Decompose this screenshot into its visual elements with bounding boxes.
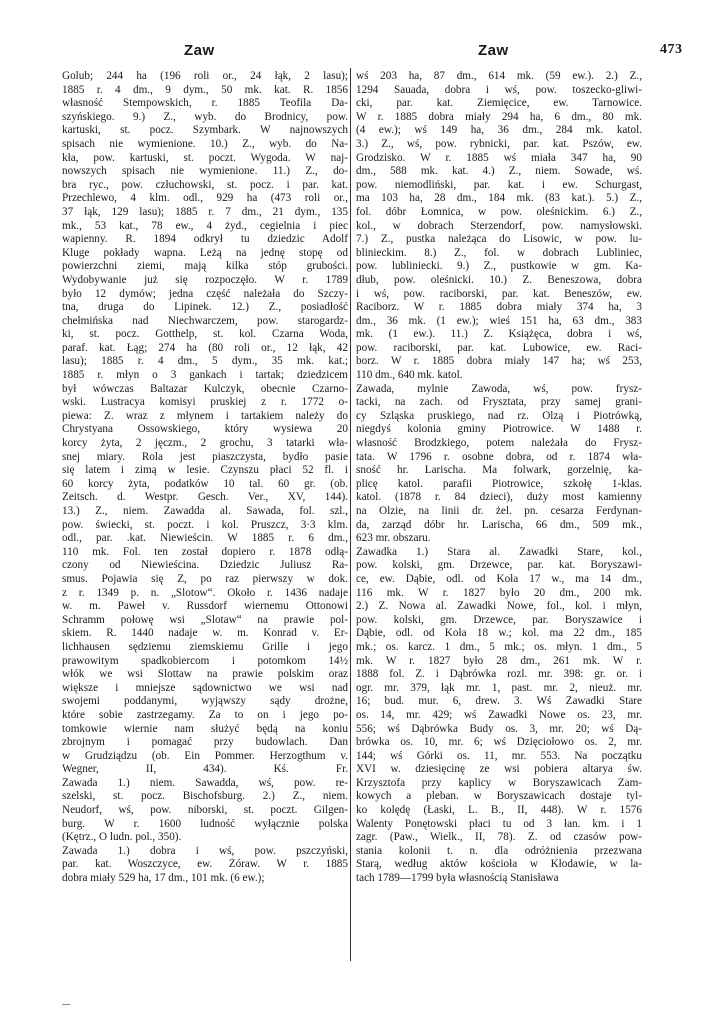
text-line: brówka os. 10, mr. 6; wś Dzięciołowo os. 2, mr. — [356, 736, 642, 749]
text-line: plicę katol. parafii Piotrowice, szkołę 1-klas. — [356, 477, 642, 490]
text-line: na Olzie, na linii dr. żel. pn. cesarza Ferdynan- — [356, 505, 642, 517]
text-line: wapienny. R. 1894 odkrył tu dziedzic Adolf — [62, 233, 348, 246]
text-line: Neudorf, wś, pow. niborski, st. poczt. Gilgen- — [62, 804, 348, 817]
text-line: cy Szląska pruskiego, nad rz. Olzą i Piotrówką, — [356, 409, 642, 422]
text-line: powierzchni ziemi, mają kilka stóp grubości. — [62, 260, 348, 273]
text-line: 1888 fol. Z. i Dąbrówka rozl. mr. 398: gr. or. i — [356, 668, 642, 681]
text-line: Przechlewo, 4 klm. odl., 929 ha (473 roli or., — [62, 192, 348, 205]
text-line: pow. kolski, gm. Drzewce, par. Boryszawice i — [356, 613, 642, 626]
text-line: paraf. kat. Łąg; 274 ha (80 roli or., 12 łąk, 42 — [62, 341, 348, 354]
running-head-right: Zaw — [478, 42, 509, 59]
text-line: zagr. (Paw., Wielk., II, 78). Z. od czasów pow- — [356, 831, 642, 844]
text-line: 556; wś Dąbrówka Budy os. 3, mr. 20; wś Dą- — [356, 722, 642, 735]
text-line: Chrystyana Ossowskiego, który wysiewa 20 — [62, 423, 348, 436]
text-line: mk., 53 kat., 78 ew., 4 żyd., cegielnia i piec — [62, 219, 348, 232]
text-line: mk. W r. 1827 było 28 dm., 261 mk. W r. — [356, 654, 642, 667]
text-line: niegdyś kolonia gminy Piotrowice. W 1488 r. — [356, 423, 642, 436]
column-divider — [350, 68, 351, 961]
text-line: korcy żyta, 2 jęczm., 2 grochu, 3 tatarki wła- — [62, 437, 348, 450]
text-line: tacki, na zach. od Frysztata, przy samej grani- — [356, 396, 642, 409]
text-line: szelski, st. pocz. Bischofsburg. 2.) Z., niem. — [62, 790, 348, 803]
text-line: borz. W r. 1885 dobra miały 147 ha; wś 253, — [356, 355, 642, 368]
text-line: 37 łąk, 129 lasu); 1885 r. 7 dm., 21 dym., 135 — [62, 205, 348, 218]
text-line: wski. Lustracya komisyi pruskiej z r. 1772 o- — [62, 396, 348, 409]
text-line: i wś, pow. raciborski, par. kat. Beneszów, ew. — [356, 287, 642, 300]
text-line: 144; wś Górki os. 11, mr. 553. Na początku — [356, 749, 642, 762]
text-line: dobra miały 529 ha, 17 dm., 101 mk. (6 ew.); — [62, 872, 265, 885]
text-line: był wówczas Baltazar Kulczyk, obecnie Czarno- — [62, 382, 348, 395]
text-line: mk.; os. karcz. 1 dm., 5 mk.; os. młyn. 1 dm., 5 — [356, 640, 642, 653]
text-line: Kluge pokłady wapna. Leżą na jednę stopę od — [62, 246, 348, 259]
text-line: pow. kolski, gm. Drzewce, par. kat. Boryszawi- — [356, 559, 642, 572]
text-line: 1885 r. młyn o 3 gankach i tartak; dziedzicem — [62, 369, 348, 382]
text-line: pow. raciborski, par. kat. Lubowice, ew. Raci- — [356, 341, 642, 354]
text-line: większe i mniejsze sądownictwo we wsi nad — [62, 681, 348, 694]
text-line: z r. 1349 p. n. „Slotow“. Około r. 1436 nadaje — [62, 586, 348, 599]
text-line: Zeitsch. d. Westpr. Gesch. Ver., XV, 144). — [62, 491, 348, 504]
text-line: lichhausen sędziemu ziemskiemu Grille i jego — [62, 640, 348, 653]
text-line: się latem i zimą w lesie. Czynszu płaci 52 fl. i — [62, 464, 348, 477]
text-line: kol., w dobrach Sterzendorf, pow. namysłowski. — [356, 219, 642, 232]
text-line: fol. dóbr Łomnica, w pow. oleśnickim. 6.) Z., — [356, 205, 642, 218]
text-line: spisach nie wymienione. 10.) Z., wyb. do Na- — [62, 137, 348, 150]
text-line: lasu); 1885 r. 4 dm., 5 dym., 35 mk. kat.; — [62, 355, 348, 368]
text-line: odl., par. .kat. Niewieścin. W 1885 r. 6 dm., — [62, 532, 348, 545]
text-line: dm., 36 mk. (1 ew.); wieś 151 ha, 63 dm., 383 — [356, 314, 642, 327]
text-line: własność Brodzkiego, potem należała do Frysz- — [356, 437, 642, 450]
bottom-mark — [62, 1004, 70, 1005]
text-line: w. m. Paweł v. Russdorf wiernemu Ottonowi — [62, 600, 348, 613]
text-line: par. kat. Woszczyce, ew. Żóraw. W r. 1885 — [62, 858, 348, 871]
text-line: (4 ew.); wś 149 ha, 36 dm., 284 mk. katol. — [356, 124, 642, 137]
text-line: Zawada, mylnie Zawoda, wś, pow. frysz- — [356, 382, 642, 395]
text-line: W r. 1885 dobra miały 294 ha, 6 dm., 80 mk. — [356, 110, 642, 123]
text-line: własność Stempowskich, r. 1885 Teofila Da- — [62, 97, 348, 110]
text-line: Golub; 244 ha (196 roli or., 24 łąk, 2 lasu); — [62, 70, 348, 82]
text-line: 110 mk. Fol. ten został dopiero r. 1878 odłą- — [62, 545, 348, 558]
text-line: Grodzisko. W r. 1885 wś miała 347 ha, 90 — [356, 151, 642, 164]
text-line: Starą, według aktów kościoła w Kłodawie, w la- — [356, 858, 642, 871]
text-line: dm., 588 mk. kat. 4.) Z., niem. Sowade, wś. — [356, 165, 642, 178]
text-line: Wydobywanie już się rozpoczęło. W r. 1789 — [62, 273, 348, 286]
text-line: Krzysztofa przy kaplicy w Boryszawicach Zam- — [356, 776, 642, 789]
text-line: ma 103 ha, 28 dm., 184 mk. (83 kat.). 5.) Z., — [356, 192, 642, 205]
text-line: 1885 r. 4 dm., 9 dym., 50 mk. kat. R. 1856 — [62, 83, 348, 96]
text-line: Walenty Ponętowski płaci tu od 3 łan. km. i 1 — [356, 817, 642, 830]
text-line: Dąbie, odl. od Koła 18 w.; kol. ma 22 dm., 185 — [356, 627, 642, 640]
page-number: 473 — [660, 42, 683, 57]
text-line: wś 203 ha, 87 dm., 614 mk. (59 ew.). 2.) Z., — [356, 70, 642, 82]
text-line: ko kolędę (Łaski, L. B., II, 448). W r. 1576 — [356, 804, 642, 817]
text-line: swojemi poddanymi, wyjąwszy sądy drożne, — [62, 695, 348, 708]
text-line: w Grudziądzu (ob. Ein Pommer. Herzogthum v. — [62, 749, 348, 762]
text-line: mk. (1 ew.). 11.) Z. Książęca, dobra i wś, — [356, 328, 642, 341]
text-line: tomkowie wiernie nam służyć będą na koniu — [62, 722, 348, 735]
text-line: nowszych spisach nie wymienione. 11.) Z., do- — [62, 165, 348, 178]
text-line: da, zarząd dóbr hr. Larischa, 66 dm., 509 mk., — [356, 518, 642, 531]
text-line: burg. W r. 1600 ludność wyłącznie polska — [62, 817, 348, 830]
text-line: ce, ew. Dąbie, odl. od Koła 17 w., ma 14 dm., — [356, 572, 642, 585]
text-line: os. 14, mr. 429; wś Zawadki Nowe os. 23, mr. — [356, 708, 642, 721]
text-line: zbrojnym i pomagać przy budowlach. Dan — [62, 736, 348, 749]
text-line: włók we wsi Slottaw na prawie polskim oraz — [62, 668, 348, 681]
text-line: katol. (1878 r. 84 dzieci), duży most kamienny — [356, 491, 642, 504]
text-line: 110 dm., 640 mk. katol. — [356, 369, 463, 382]
text-line: Zawada 1.) niem. Sawadda, wś, pow. re- — [62, 776, 348, 789]
text-line: kowych a pleban. w Boryszawicach dostaje tyl- — [356, 790, 642, 803]
text-line: Schramm połowę wsi „Slotaw“ na prawie pol- — [62, 613, 348, 626]
text-line: sność hr. Larischa. Ma folwark, gorzelnię, ka- — [356, 464, 642, 477]
text-line: 623 mr. obszaru. — [356, 532, 431, 545]
text-line: Zawadka 1.) Stara al. Zawadki Stare, kol., — [356, 545, 642, 558]
text-line: prawowitym spadkobiercom i potomkom 14½ — [62, 654, 348, 667]
text-line: 60 korcy żyta, podatków 10 tal. 60 gr. (ob. — [62, 477, 348, 490]
text-line: chełmińska nad Niechwarczem, pow. starogardz- — [62, 314, 348, 327]
text-line: które sobie zastrzegamy. Za to on i jego po- — [62, 708, 348, 721]
text-line: tach 1789—1799 była własnością Stanisława — [356, 872, 559, 885]
text-line: tata. W 1796 r. osobne dobra, od r. 1874 wła- — [356, 450, 642, 463]
text-line: snej miary. Rola jest piaszczysta, bydło pasie — [62, 450, 348, 463]
text-line: piewa: Z. wraz z młynem i tartakiem należy do — [62, 409, 348, 422]
text-line: bra ryc., pow. człuchowski, st. pocz. i par. kat. — [62, 178, 348, 191]
text-line: 1294 Sauada, dobra i wś, pow. toszecko-gliwi- — [356, 83, 642, 96]
text-line: 13.) Z., niem. Zawadda al. Sawada, fol. szl., — [62, 505, 348, 517]
text-line: blinieckim. 8.) Z., fol. w dobrach Lubliniec, — [356, 246, 642, 259]
left-text-column — [62, 70, 348, 886]
text-line: pow. lubliniecki. 9.) Z., pustkowie w gm. Ka- — [356, 260, 642, 273]
text-line: czony od Niewieścina. Dziedzic Juliusz Ra- — [62, 559, 348, 572]
text-line: ki, st. pocz. Gotthelp, st. kol. Czarna Woda, — [62, 328, 348, 341]
text-line: było 12 dymów; jedna część należała do Szczy- — [62, 287, 348, 300]
text-line: kartuski, st. pocz. Szymbark. W najnowszych — [62, 124, 348, 137]
text-line: 16; bud. mur. 6, drew. 3. Wś Zawadki Stare — [356, 695, 642, 708]
text-line: dłub, pow. oleśnicki. 10.) Z. Beneszowa, dobra — [356, 273, 642, 286]
text-line: skiem. R. 1440 nadaje w. m. Konrad v. Er- — [62, 627, 348, 640]
text-line: tna, druga do Lipinek. 12.) Z., posiadłość — [62, 301, 348, 314]
text-line: 2.) Z. Nowa al. Zawadki Nowe, fol., kol. i młyn, — [356, 600, 642, 613]
right-text-column — [356, 70, 642, 886]
running-head-left: Zaw — [184, 42, 215, 59]
text-line: pow. świecki, st. poczt. i kol. Pruszcz, 3·3 klm. — [62, 518, 348, 531]
text-line: 116 mk. W r. 1827 było 20 dm., 200 mk. — [356, 586, 642, 599]
text-line: XVI w. dziesięcinę ze wsi pobiera altarya św. — [356, 763, 642, 776]
text-line: 7.) Z., pustka należąca do Lisowic, w pow. lu- — [356, 233, 642, 246]
text-line: kła, pow. kartuski, st. poczt. Wygoda. W naj- — [62, 151, 348, 164]
text-line: smus. Pojawia się Z, po raz pierwszy w dok. — [62, 572, 348, 585]
text-line: Zawada 1.) dobra i wś, pow. pszczyński, — [62, 844, 348, 857]
text-line: Raciborz. W r. 1885 dobra miały 374 ha, 3 — [356, 301, 642, 314]
text-line: 3.) Z., wś, pow. rybnicki, par. kat. Pszów, ew. — [356, 137, 642, 150]
text-line: ogr. mr. 379, łąk mr. 1, past. mr. 2, nieuż. mr. — [356, 681, 642, 694]
text-line: cki, par. kat. Ziemięcice, ew. Tarnowice. — [356, 97, 642, 110]
text-line: Wegner, II, 434). Kś. Fr. — [62, 763, 348, 776]
text-line: (Kętrz., O ludn. pol., 350). — [62, 831, 182, 844]
text-line: pow. niemodliński, par. kat. i ew. Schurgast, — [356, 178, 642, 191]
text-line: szyńskiego. 9.) Z., wyb. do Brodnicy, pow. — [62, 110, 348, 123]
text-line: stania kolonii t. n. dla odróżnienia przezwana — [356, 844, 642, 857]
